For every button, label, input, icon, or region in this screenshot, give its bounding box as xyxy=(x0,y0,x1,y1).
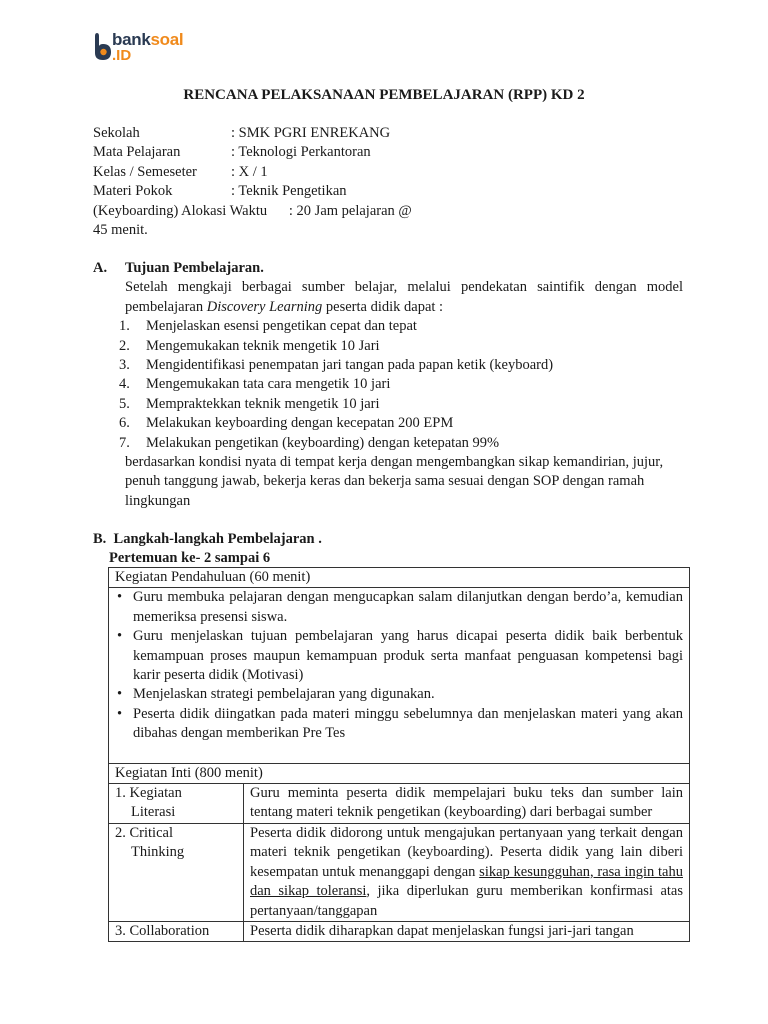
info-row-alokasi-cont: 45 menit. xyxy=(93,221,148,238)
section-b-subheading: Pertemuan ke- 2 sampai 6 xyxy=(109,550,271,567)
list-item: • Peserta didik diingatkan pada materi minggu sebelumnya dan menjelaskan materi yang akan dibahas dengan memberikan Pre Tes xyxy=(133,705,683,744)
row-content: Peserta didik didorong untuk mengajukan pertanyaan yang terkait dengan materi teknik pengetikan (keyboarding). Peserta didik yang lain diberi kesempatan untuk menanggapi dengan sikap kesungguhan, rasa ingin tahu dan sikap toleransi, jika diperlukan guru memberikan konfirmasi atas pertanyaan/tanggapan xyxy=(244,823,690,921)
info-row-kelas: Kelas / Semeseter : X / 1 xyxy=(93,163,268,180)
goals-list xyxy=(93,317,683,453)
info-row-sekolah: Sekolah : SMK PGRI ENREKANG xyxy=(93,125,391,141)
row-content: Guru meminta peserta didik mempelajari buku teks dan sumber lain tentang materi teknik pengetikan (keyboarding) dari berbagai sumber xyxy=(244,784,690,824)
section-a-heading: A. Tujuan Pembelajaran. xyxy=(93,260,264,276)
pendahuluan-header: Kegiatan Pendahuluan (60 menit) xyxy=(109,568,690,588)
section-b-heading: B. Langkah-langkah Pembelajaran . xyxy=(93,531,322,547)
document-title: RENCANA PELAKSANAAN PEMBELAJARAN (RPP) KD 2 xyxy=(183,87,585,103)
logo-mark-icon xyxy=(94,31,114,61)
learning-steps-table xyxy=(108,567,690,942)
section-langkah xyxy=(93,530,693,569)
table-row xyxy=(109,588,690,763)
list-item: 2. Mengemukakan teknik mengetik 10 Jari xyxy=(119,337,380,354)
list-item: • Menjelaskan strategi pembelajaran yang digunakan. xyxy=(133,685,683,704)
table-row xyxy=(109,823,690,921)
list-item: • Guru membuka pelajaran dengan mengucapkan salam dilanjutkan dengan berdo’a, kemudian memeriksa presensi siswa. xyxy=(133,588,683,627)
row-label: 3. Collaboration xyxy=(109,921,244,941)
pendahuluan-list xyxy=(115,588,683,743)
list-item: 4. Mengemukakan tata cara mengetik 10 jari xyxy=(119,376,391,393)
table-row xyxy=(109,921,690,941)
section-a-closing: berdasarkan kondisi nyata di tempat kerja dengan mengembangkan sikap kemandirian, jujur, penuh tanggung jawab, bekerja keras dan bekerja sama sesuai dengan SOP dengan ramah lingkungan xyxy=(125,453,664,509)
section-tujuan xyxy=(93,259,683,511)
info-row-alokasi: (Keyboarding) Alokasi Waktu : 20 Jam pelajaran @ xyxy=(93,202,412,219)
row-label: 1. Kegiatan Literasi xyxy=(109,784,244,824)
row-content: Peserta didik diharapkan dapat menjelaskan fungsi jari-jari tangan xyxy=(244,921,690,941)
inti-header: Kegiatan Inti (800 menit) xyxy=(109,763,690,783)
info-block xyxy=(93,124,412,240)
section-a-intro: Setelah mengkaji berbagai sumber belajar, melalui pendekatan saintifik dengan model pembelajaran Discovery Learning peserta didik dapat : xyxy=(125,279,683,315)
table-row xyxy=(109,784,690,824)
table-row xyxy=(109,568,690,588)
info-row-mapel: Mata Pelajaran : Teknologi Perkantoran xyxy=(93,144,371,161)
row-label: 2. Critical Thinking xyxy=(109,823,244,921)
list-item: 3. Mengidentifikasi penempatan jari tangan pada papan ketik (keyboard) xyxy=(119,356,554,373)
list-item: 1. Menjelaskan esensi pengetikan cepat dan tepat xyxy=(119,318,417,335)
info-row-materi: Materi Pokok : Teknik Pengetikan xyxy=(93,183,347,200)
table-row xyxy=(109,763,690,783)
banksoal-logo: banksoal .ID xyxy=(94,30,204,66)
list-item: 6. Melakukan keyboarding dengan kecepatan 200 EPM xyxy=(119,415,454,432)
list-item: 5. Mempraktekkan teknik mengetik 10 jari xyxy=(119,395,380,412)
list-item: 7. Melakukan pengetikan (keyboarding) dengan ketepatan 99% xyxy=(119,434,500,451)
list-item: • Guru menjelaskan tujuan pembelajaran yang harus dicapai peserta didik baik berbentuk kemampuan proses maupun kemampuan produk serta manfaat penguasan kompetensi bagi karir peserta didik (Motivasi) xyxy=(133,627,683,685)
